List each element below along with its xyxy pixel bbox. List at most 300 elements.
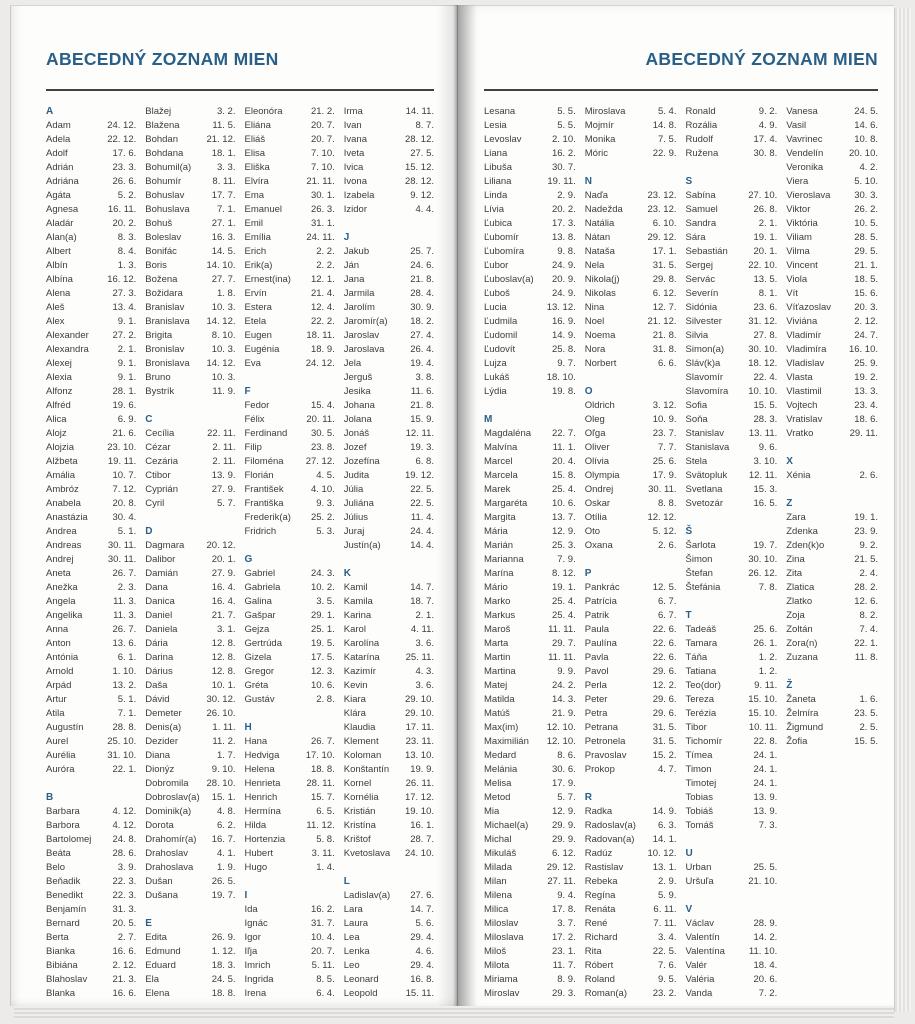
name-date: 3. 7. [557, 918, 576, 929]
name-entry [245, 287, 335, 301]
name-label: Zoja [786, 610, 805, 621]
name-label: Jesika [343, 386, 371, 397]
name-entry [786, 553, 878, 567]
name-label: Lea [343, 932, 360, 943]
name-date: 10. 11. [748, 722, 778, 733]
name-label: Igor [244, 932, 261, 943]
name-date: 6. 6. [658, 358, 677, 369]
name-label: Blahoslav [46, 974, 88, 985]
name-label: Terézia [685, 708, 717, 719]
name-date: 30. 11. [648, 484, 677, 495]
name-entry [484, 203, 576, 217]
name-date: 29. 4. [410, 932, 434, 943]
name-entry [585, 511, 677, 525]
section-letter: Ž [786, 680, 793, 691]
name-date: 11. 3. [113, 610, 137, 621]
name-label: Miroslava [584, 106, 626, 117]
name-entry [344, 539, 434, 553]
name-label: Petrana [584, 722, 619, 733]
name-label: Etela [244, 316, 267, 327]
name-date: 4. 9. [758, 120, 778, 131]
name-label: Dalibor [145, 554, 176, 565]
name-date: 15. 10. [748, 708, 778, 719]
name-entry [145, 553, 235, 567]
name-entry [344, 161, 434, 175]
name-entry [145, 819, 235, 833]
name-entry [484, 861, 576, 875]
name-date: 9. 9. [557, 666, 576, 677]
name-entry [145, 665, 235, 679]
name-entry [786, 287, 878, 301]
name-label: Marek [484, 484, 511, 495]
name-entry [585, 105, 677, 119]
name-date: 26. 6. [112, 176, 137, 187]
name-label: Boris [145, 260, 167, 271]
name-entry [245, 119, 335, 133]
name-entry [145, 875, 235, 889]
name-column [245, 105, 335, 1001]
name-label: Drahoslava [145, 862, 194, 873]
name-date: 19. 9. [410, 764, 434, 775]
name-entry [585, 343, 677, 357]
name-entry [245, 427, 335, 441]
name-entry [344, 371, 434, 385]
name-entry [46, 441, 136, 455]
name-date: 1. 9. [217, 862, 236, 873]
name-date: 15. 1. [211, 792, 236, 803]
name-entry [344, 483, 434, 497]
name-label: Dárius [145, 666, 173, 677]
name-entry [245, 245, 335, 259]
name-entry [484, 161, 576, 175]
name-entry [686, 539, 778, 553]
name-label: Ronald [685, 106, 716, 117]
name-date: 24. 9. [551, 260, 576, 271]
name-label: Nora [584, 344, 606, 355]
name-entry [46, 903, 136, 917]
name-label: Dušana [145, 890, 178, 901]
name-label: Eugen [244, 330, 272, 341]
name-date: 11. 12. [306, 820, 335, 831]
name-date: 17. 8. [551, 904, 576, 915]
name-label: Dezider [145, 736, 178, 747]
name-date: 11. 1. [552, 442, 576, 453]
name-date: 7. 9. [557, 554, 576, 565]
name-label: Judita [343, 470, 370, 481]
name-entry [344, 315, 434, 329]
name-entry [786, 427, 878, 441]
name-entry [46, 175, 136, 189]
name-label: Andreas [46, 540, 82, 551]
page-title: ABECEDNÝ ZOZNAM MIEN [645, 49, 878, 69]
name-date: 23. 12. [647, 190, 677, 201]
name-entry [686, 371, 778, 385]
name-entry [46, 245, 136, 259]
name-entry [484, 357, 576, 371]
name-entry [46, 637, 136, 651]
name-date: 20. 10. [848, 148, 878, 159]
name-date: 21. 1. [854, 260, 878, 271]
name-label: Oliver [584, 442, 610, 453]
name-entry [145, 707, 235, 721]
name-label: František [244, 484, 284, 495]
name-entry [145, 945, 235, 959]
name-date: 7. 10. [310, 148, 335, 159]
name-label: Jakub [343, 246, 370, 257]
name-date: 20. 12. [206, 540, 236, 551]
name-label: Monika [584, 134, 616, 145]
name-label: Miloslav [484, 918, 519, 929]
name-date: 29. 12. [647, 232, 677, 243]
name-entry [344, 581, 434, 595]
name-date: 27. 10. [748, 190, 778, 201]
name-label: Melánia [484, 764, 518, 775]
name-date: 19. 2. [854, 372, 878, 383]
name-entry [145, 763, 235, 777]
name-date: 20. 2. [112, 218, 137, 229]
name-date: 20. 3. [854, 302, 878, 313]
name-entry [786, 651, 878, 665]
name-label: Gejza [244, 624, 270, 635]
name-entry [344, 497, 434, 511]
name-label: Viktor [786, 204, 811, 215]
name-entry [245, 525, 335, 539]
name-entry [46, 889, 136, 903]
name-entry [245, 469, 335, 483]
name-label: Magdaléna [484, 428, 532, 439]
name-date: 18. 5. [854, 274, 878, 285]
name-date: 14. 11. [405, 106, 434, 117]
name-label: Sidónia [685, 302, 718, 313]
name-label: Adolf [46, 148, 68, 159]
name-label: Tímea [685, 750, 713, 761]
name-label: Ema [244, 190, 265, 201]
name-label: Zora(n) [786, 638, 818, 649]
name-label: Bohumír [145, 176, 182, 187]
name-entry [46, 805, 136, 819]
name-date: 24. 11. [306, 232, 335, 243]
name-label: Nadežda [584, 204, 623, 215]
name-date: 6. 2. [217, 820, 236, 831]
name-label: Kevin [343, 680, 368, 691]
name-date: 14. 12. [206, 316, 236, 327]
name-entry [484, 245, 576, 259]
name-label: Lívia [484, 204, 505, 215]
name-label: Albert [46, 246, 71, 257]
name-label: Auróra [46, 764, 75, 775]
section-letter: K [343, 568, 351, 579]
name-entry [786, 357, 878, 371]
name-entry [245, 749, 335, 763]
name-entry [344, 973, 434, 987]
name-label: Miroslav [484, 988, 520, 999]
name-entry [484, 721, 576, 735]
name-entry [46, 595, 136, 609]
name-entry [145, 455, 235, 469]
name-date: 7. 7. [658, 442, 677, 453]
name-entry [686, 623, 778, 637]
name-entry [344, 707, 434, 721]
name-entry [46, 427, 136, 441]
name-label: Anastázia [46, 512, 88, 523]
name-entry [484, 483, 576, 497]
name-entry [585, 847, 677, 861]
name-entry [344, 749, 434, 763]
name-label: Agnesa [46, 204, 79, 215]
name-date: 17. 6. [112, 148, 137, 159]
name-date: 5. 5. [557, 106, 576, 117]
name-date: 16. 8. [410, 974, 434, 985]
name-label: Anabela [46, 498, 81, 509]
name-label: Zden(k)o [786, 540, 825, 551]
name-date: 28. 12. [404, 176, 434, 187]
name-label: Peter [584, 694, 608, 705]
name-entry [344, 511, 434, 525]
name-entry [786, 637, 878, 651]
name-label: Félix [244, 414, 265, 425]
name-label: Alex [46, 316, 65, 327]
name-entry [585, 735, 677, 749]
name-label: Miriama [484, 974, 518, 985]
name-label: Ľuboslav(a) [484, 274, 534, 285]
name-entry [484, 329, 576, 343]
name-entry [786, 623, 878, 637]
name-label: Tomáš [685, 820, 714, 831]
name-date: 2. 1. [758, 218, 778, 229]
name-label: Branislava [145, 316, 190, 327]
name-label: Ida [244, 904, 258, 915]
name-entry [585, 721, 677, 735]
name-date: 10. 10. [748, 386, 778, 397]
name-label: Ingrida [244, 974, 274, 985]
name-date: 13. 9. [753, 806, 778, 817]
name-date: 31. 1. [310, 218, 335, 229]
name-date: 14. 8. [652, 120, 677, 131]
name-label: Karolína [343, 638, 380, 649]
name-date: 7. 2. [758, 988, 778, 999]
name-label: Malvína [484, 442, 518, 453]
name-label: Noel [584, 316, 605, 327]
name-label: Františka [244, 498, 284, 509]
name-label: Václav [685, 918, 715, 929]
name-date: 5. 11. [311, 960, 335, 971]
name-entry [786, 399, 878, 413]
name-date: 8. 1. [758, 288, 778, 299]
name-label: Zuzana [786, 652, 818, 663]
name-label: Otília [584, 512, 607, 523]
page-left [10, 5, 458, 1006]
name-label: Sebastián [685, 246, 728, 257]
name-date: 13. 12. [546, 302, 576, 313]
name-date: 28. 10. [206, 778, 236, 789]
name-entry [484, 959, 576, 973]
name-entry [245, 987, 335, 1001]
name-date: 9. 4. [557, 890, 576, 901]
name-label: Klement [343, 736, 379, 747]
name-label: Michal [484, 834, 512, 845]
name-label: René [584, 918, 608, 929]
name-label: Karina [343, 610, 372, 621]
name-entry [344, 623, 434, 637]
name-label: Alexander [46, 330, 89, 341]
name-label: Vincent [786, 260, 818, 271]
name-label: Pavol [584, 666, 609, 677]
name-date: 5. 1. [117, 526, 137, 537]
name-entry [245, 511, 335, 525]
name-label: Andrea [46, 526, 77, 537]
name-entry [245, 301, 335, 315]
name-date: 24. 1. [753, 778, 778, 789]
name-label: Bohuslav [145, 190, 185, 201]
name-entry [46, 945, 136, 959]
name-entry [484, 833, 576, 847]
name-date: 12. 5. [652, 582, 677, 593]
name-label: Cezária [145, 456, 178, 467]
name-date: 28. 8. [112, 722, 137, 733]
name-entry [585, 399, 677, 413]
name-entry [484, 553, 576, 567]
name-entry [46, 259, 136, 273]
name-date: 18. 12. [748, 358, 778, 369]
name-label: Simon(a) [685, 344, 725, 355]
name-label: Ľubomíra [484, 246, 525, 257]
name-date: 19. 7. [211, 890, 236, 901]
name-entry [344, 469, 434, 483]
name-entry [786, 343, 878, 357]
name-label: Tobias [685, 792, 713, 803]
name-entry [245, 679, 335, 693]
name-date: 22. 9. [652, 148, 677, 159]
name-date: 17. 2. [551, 932, 576, 943]
name-date: 12. 4. [310, 302, 335, 313]
name-entry [344, 763, 434, 777]
name-entry [786, 189, 878, 203]
name-label: Jaroslav [343, 330, 380, 341]
name-date: 7. 12. [112, 484, 137, 495]
name-label: Dagmara [145, 540, 185, 551]
name-date: 2. 4. [859, 568, 878, 579]
name-label: Bohuš [145, 218, 173, 229]
name-label: Barbora [46, 820, 80, 831]
name-date: 13. 4. [112, 302, 137, 313]
name-entry [585, 679, 677, 693]
name-entry [344, 721, 434, 735]
name-entry [686, 637, 778, 651]
name-entry [484, 805, 576, 819]
name-date: 13. 1. [652, 862, 677, 873]
name-entry [145, 693, 235, 707]
name-entry [46, 973, 136, 987]
name-label: Mojmír [584, 120, 614, 131]
name-entry [585, 273, 677, 287]
name-entry [245, 441, 335, 455]
name-entry [686, 973, 778, 987]
name-date: 20. 1. [211, 554, 236, 565]
name-date: 10. 3. [211, 302, 236, 313]
name-date: 18. 2. [410, 316, 434, 327]
section-letter: I [244, 890, 248, 901]
name-entry [585, 357, 677, 371]
name-label: Melisa [484, 778, 512, 789]
name-entry [46, 371, 136, 385]
name-entry [585, 245, 677, 259]
name-date: 28. 7. [410, 834, 434, 845]
name-date: 12. 9. [551, 806, 576, 817]
name-entry [484, 175, 576, 189]
name-entry [786, 133, 878, 147]
name-date: 15. 10. [748, 694, 778, 705]
name-label: Ivica [343, 162, 364, 173]
name-date: 27. 5. [410, 148, 434, 159]
name-entry [46, 343, 136, 357]
name-label: Konštantín [343, 764, 390, 775]
name-label: Johana [343, 400, 375, 411]
name-date: 27. 3. [112, 288, 137, 299]
name-date: 24. 5. [211, 974, 236, 985]
name-label: Juliána [343, 498, 374, 509]
name-label: Cézar [145, 442, 171, 453]
name-date: 13. 11. [748, 428, 778, 439]
name-entry [786, 567, 878, 581]
name-label: Dobroslav(a) [145, 792, 200, 803]
name-entry [484, 539, 576, 553]
name-entry [585, 455, 677, 469]
name-date: 25. 2. [310, 512, 335, 523]
name-entry [145, 959, 235, 973]
name-date: 26. 3. [310, 204, 335, 215]
name-label: Darina [145, 652, 174, 663]
name-date: 7. 5. [658, 134, 677, 145]
name-entry [484, 595, 576, 609]
name-label: Žaneta [786, 694, 816, 705]
name-date: 17. 12. [404, 792, 434, 803]
section-letter: E [145, 918, 152, 929]
name-label: Matilda [484, 694, 515, 705]
name-entry [46, 413, 136, 427]
name-entry [245, 497, 335, 511]
name-label: Roland [584, 974, 615, 985]
name-date: 15. 6. [854, 288, 878, 299]
name-label: Margita [484, 512, 516, 523]
name-label: Ján [343, 260, 360, 271]
name-label: Vlastimil [786, 386, 822, 397]
name-label: Gustáv [244, 694, 275, 705]
name-entry [686, 119, 778, 133]
name-label: Ernest(ina) [244, 274, 291, 285]
name-date: 1. 8. [217, 288, 236, 299]
name-entry [786, 539, 878, 553]
name-entry [245, 161, 335, 175]
name-label: Frederik(a) [244, 512, 291, 523]
name-label: Bernard [46, 918, 80, 929]
name-entry [686, 427, 778, 441]
name-entry [46, 497, 136, 511]
name-date: 10. 3. [211, 344, 236, 355]
name-date: 24. 4. [410, 526, 434, 537]
name-entry [145, 581, 235, 595]
name-date: 13. 3. [854, 386, 878, 397]
name-date: 19. 8. [551, 386, 576, 397]
name-date: 25. 7. [410, 246, 434, 257]
name-label: Stanislav [685, 428, 725, 439]
name-date: 21. 5. [854, 554, 878, 565]
name-label: Damián [145, 568, 178, 579]
name-entry [245, 959, 335, 973]
name-date: 23. 4. [854, 400, 878, 411]
name-date: 3. 2. [217, 106, 236, 117]
name-date: 15. 11. [405, 988, 434, 999]
name-date: 23. 3. [112, 162, 137, 173]
